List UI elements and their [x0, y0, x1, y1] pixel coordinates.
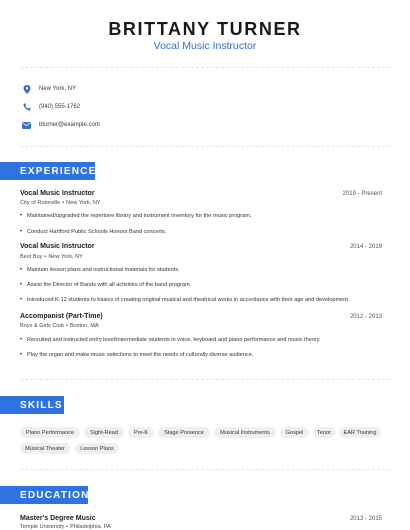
contact-email	[22, 119, 100, 131]
phone-icon	[22, 103, 31, 112]
skill-chip: Musical Theater	[20, 443, 70, 454]
divider	[20, 379, 390, 380]
skill-chip: Piano Performance	[20, 427, 80, 438]
job-title: Vocal Music Instructor	[20, 243, 95, 250]
location-pin-icon	[22, 85, 31, 94]
job-dates: 2019 - Present	[342, 191, 382, 197]
skill-chip: Pre-K	[128, 427, 154, 438]
location-text: New York, NY	[39, 86, 77, 92]
skill-chip: Musical Instruments	[214, 427, 276, 438]
job-title: Accompanist (Part-Time)	[20, 313, 103, 320]
skill-chip: Tenor	[313, 427, 335, 438]
section-experience-heading: EXPERIENCE	[0, 162, 95, 180]
contact-location	[22, 83, 76, 95]
candidate-role: Vocal Music Instructor	[153, 40, 257, 52]
degree-dates: 2013 - 2015	[349, 516, 382, 522]
divider	[20, 146, 390, 147]
job-bullet: • Play the organ and make music selections to meet the needs of culturally diverse audience.	[20, 352, 254, 358]
company-location: New York, NY	[48, 254, 83, 260]
skill-chip: Stage Presence	[158, 427, 210, 438]
job-bullet: • Assist the Director of Bands with all activities of the band program.	[20, 282, 192, 288]
contact-phone	[22, 101, 80, 113]
divider	[20, 67, 390, 68]
company-name: City of Roseville	[20, 200, 61, 206]
job-dates: 2012 - 2013	[349, 314, 382, 320]
section-education-heading: EDUCATION	[0, 486, 88, 504]
school-location: Philadelphia, PA	[70, 524, 111, 530]
company-name: Best Buy	[20, 254, 43, 260]
job-dates: 2014 - 2019	[349, 244, 382, 250]
job-bullet: • Maintained/upgraded the repertoire library and instrument inventory for the music program.	[20, 213, 252, 219]
school-name: Temple University	[20, 524, 65, 530]
job-company: Boys & Girls Club • Boston, MA	[20, 323, 99, 329]
job-company: Best Buy • New York, NY	[20, 254, 83, 260]
phone-text: (940) 555-1762	[39, 104, 81, 110]
divider	[20, 469, 390, 470]
skill-chip: Gospel	[280, 427, 309, 438]
skill-chip: Lesson Plans	[75, 443, 119, 454]
company-name: Boys & Girls Club	[20, 323, 64, 329]
job-bullet: • Conduct Hartford Public Schools Honors Band concerts.	[20, 229, 167, 235]
job-bullet: • Introduced K-12 students to basics of creating original musical and theatrical works in accordance with their age and development.	[20, 297, 350, 303]
skill-chip: Sight-Read	[84, 427, 124, 438]
section-skills-heading: SKILLS	[0, 396, 64, 414]
email-icon	[22, 121, 31, 130]
candidate-name: BRITTANY TURNER	[108, 19, 302, 39]
company-location: New York, NY	[66, 200, 101, 206]
degree-title: Master's Degree Music	[20, 515, 96, 522]
job-bullet: • Recruited and instructed entry level/intermediate students in voice, keyboard and piano performance and music theory.	[20, 337, 321, 343]
email-text: bturner@example.com	[39, 122, 100, 128]
job-bullet: • Maintain lesson plans and instructional materials for students.	[20, 267, 180, 273]
job-company: City of Roseville • New York, NY	[20, 200, 101, 206]
skill-chip: EAR Training	[339, 427, 381, 438]
school: Temple University • Philadelphia, PA	[20, 524, 111, 530]
job-title: Vocal Music Instructor	[20, 190, 95, 197]
company-location: Boston, MA	[69, 323, 99, 329]
